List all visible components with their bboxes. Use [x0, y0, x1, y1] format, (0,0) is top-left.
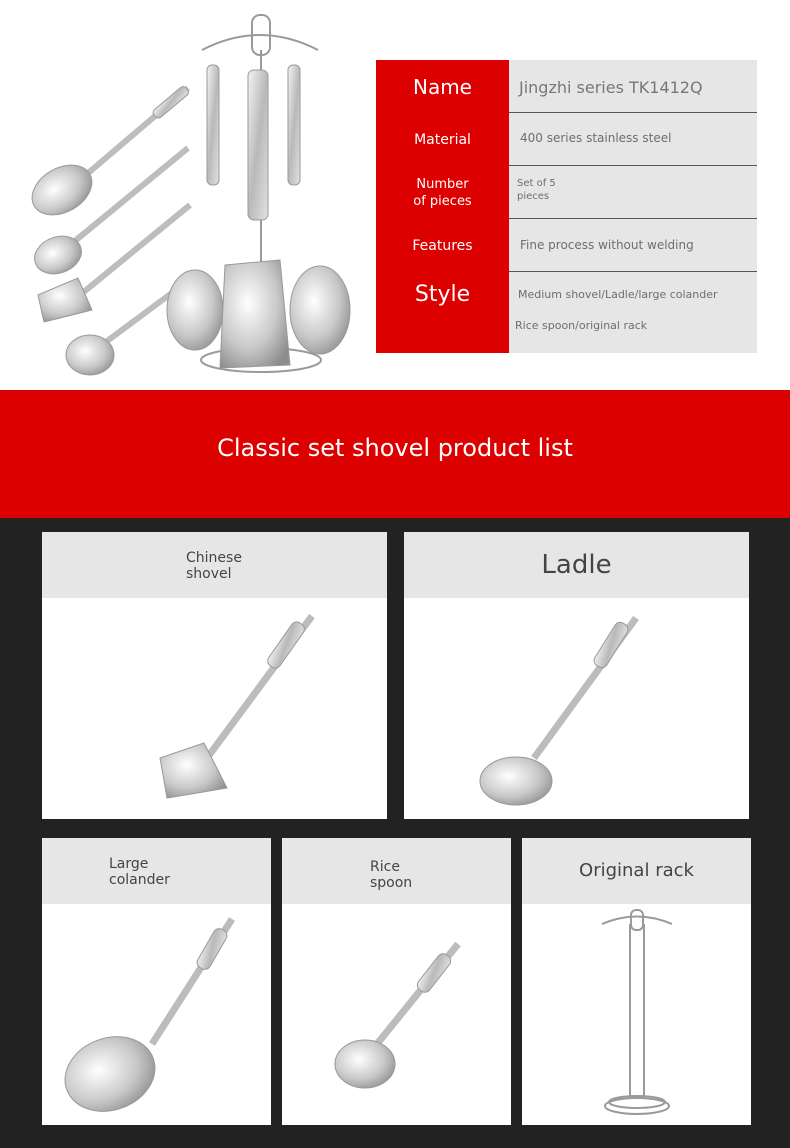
card-title: Original rack: [579, 860, 694, 881]
spec-key-features: Features: [376, 219, 509, 272]
large-colander-image: [42, 904, 271, 1125]
spec-val-material: [509, 113, 757, 166]
card-title-line1: Large: [109, 856, 149, 872]
spec-row-features: [376, 219, 757, 272]
spec-row-pieces: [376, 166, 757, 219]
card-header: [522, 838, 751, 904]
spec-key-pieces-line2: of pieces: [413, 193, 472, 209]
spec-val-pieces: [509, 166, 757, 219]
spec-val-features-text: Fine process without welding: [520, 238, 694, 252]
spec-key-name: Name: [376, 60, 509, 113]
utensil-set-image: [20, 10, 360, 382]
card-chinese-shovel[interactable]: [42, 532, 387, 819]
spec-val-pieces-line2: pieces: [517, 191, 550, 202]
spec-val-material-text: 400 series stainless steel: [520, 131, 672, 145]
card-large-colander[interactable]: [42, 838, 271, 1125]
banner-title: Classic set shovel product list: [217, 434, 573, 462]
card-header: [42, 532, 387, 598]
spec-val-style: [509, 272, 757, 353]
spec-row-material: [376, 113, 757, 166]
card-header: [404, 532, 749, 598]
spec-key-pieces: [376, 166, 509, 219]
rice-spoon-image: [282, 904, 511, 1125]
spec-row-name: [376, 60, 757, 113]
card-original-rack[interactable]: [522, 838, 751, 1125]
spec-val-features: [509, 219, 757, 272]
spec-row-style: [376, 272, 757, 353]
card-title-line2: spoon: [370, 875, 413, 891]
spec-val-name-text: Jingzhi series TK1412Q: [519, 78, 703, 97]
card-title-line1: Chinese: [186, 550, 242, 566]
spec-key-pieces-line1: Number: [416, 176, 469, 192]
card-title-line2: shovel: [186, 566, 232, 582]
ladle-image: [404, 598, 749, 819]
card-header: [42, 838, 271, 904]
spec-val-pieces-line1: Set of 5: [517, 178, 556, 189]
original-rack-image: [522, 904, 751, 1125]
card-title-line2: colander: [109, 872, 170, 888]
spec-val-name: [509, 60, 757, 113]
card-title: Ladle: [541, 550, 612, 580]
card-header: [282, 838, 511, 904]
chinese-shovel-image: [42, 598, 387, 819]
card-rice-spoon[interactable]: [282, 838, 511, 1125]
spec-val-style-line2: Rice spoon/original rack: [515, 319, 648, 332]
card-title-line1: Rice: [370, 859, 400, 875]
card-ladle[interactable]: [404, 532, 749, 819]
spec-key-material: Material: [376, 113, 509, 166]
spec-val-style-line1: Medium shovel/Ladle/large colander: [518, 288, 718, 301]
spec-key-style: Style: [376, 272, 509, 353]
